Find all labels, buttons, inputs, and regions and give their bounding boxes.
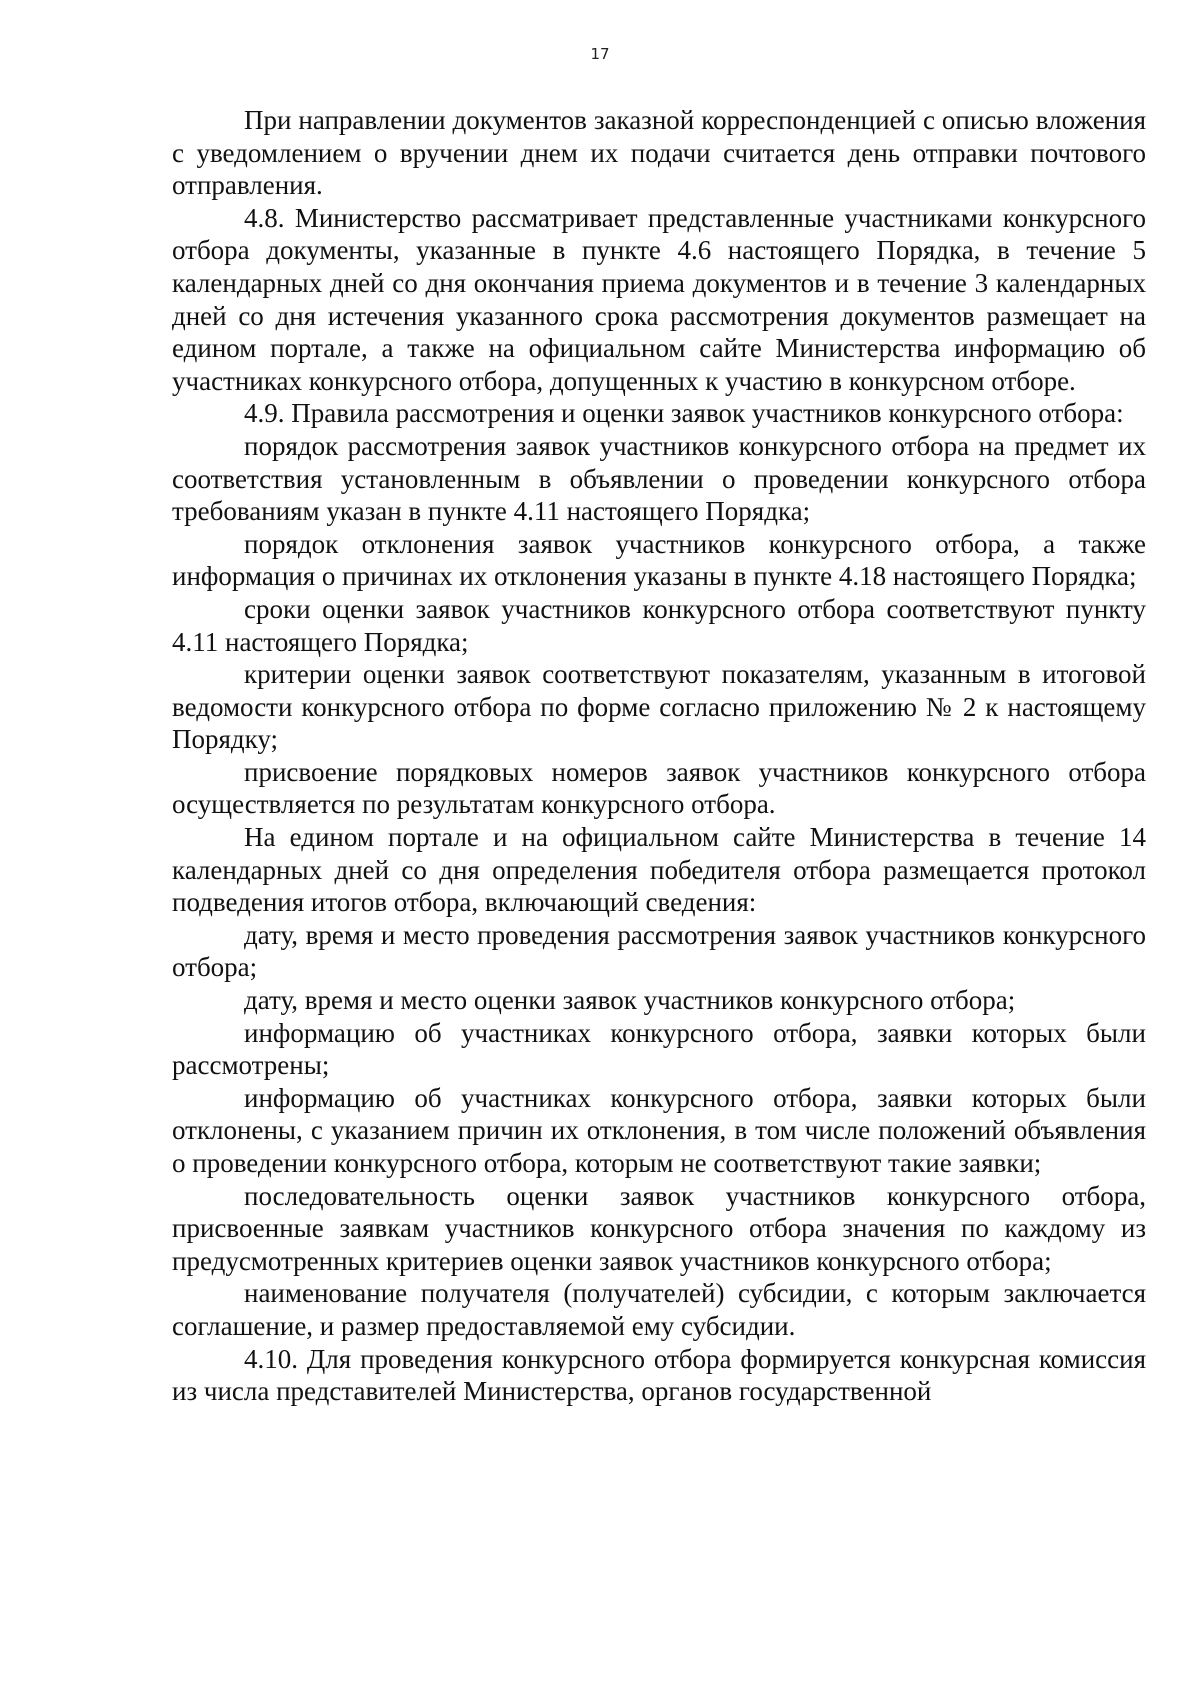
- paragraph-review-datetime: дату, время и место проведения рассмотрения заявок участников конкурсного отбора;: [172, 919, 1146, 983]
- paragraph-reviewed-participants: информацию об участниках конкурсного отбора, заявки которых были рассмотрены;: [172, 1017, 1146, 1081]
- page-number: 17: [590, 45, 610, 63]
- paragraph-rejection-procedure: порядок отклонения заявок участников конкурсного отбора, а также информация о причинах их отклонения указаны в пункте 4.18 настоящего Порядка;: [172, 528, 1146, 592]
- paragraph-protocol: На едином портале и на официальном сайте Министерства в течение 14 календарных дней со дня определения победителя отбора размещается протокол подведения итогов отбора, включающий сведения:: [172, 822, 1146, 918]
- paragraph-evaluation-criteria: критерии оценки заявок соответствуют показателям, указанным в итоговой ведомости конкурсного отбора по форме согласно приложению № 2 к настоящему Порядку;: [172, 659, 1146, 755]
- paragraph-evaluation-terms: сроки оценки заявок участников конкурсного отбора соответствуют пункту 4.11 настоящего Порядка;: [172, 593, 1146, 657]
- paragraph-numbering: присвоение порядковых номеров заявок участников конкурсного отбора осуществляется по результатам конкурсного отбора.: [172, 756, 1146, 820]
- paragraph-evaluation-datetime: дату, время и место оценки заявок участников конкурсного отбора;: [244, 985, 1016, 1016]
- paragraph-4-9: 4.9. Правила рассмотрения и оценки заявок участников конкурсного отбора:: [244, 398, 1124, 429]
- paragraph-4-10: 4.10. Для проведения конкурсного отбора формируется конкурсная комиссия из числа представителей Министерства, органов государственной: [172, 1343, 1146, 1407]
- paragraph-evaluation-sequence: последовательность оценки заявок участников конкурсного отбора, присвоенные заявкам участников конкурсного отбора значения по каждому из предусмотренных критериев оценки заявок участников конкурсного отбора;: [172, 1180, 1146, 1276]
- paragraph-review-procedure: порядок рассмотрения заявок участников конкурсного отбора на предмет их соответствия установленным в объявлении о проведении конкурсного отбора требованиям указан в пункте 4.11 настоящего Порядка;: [172, 430, 1146, 527]
- paragraph-rejected-participants: информацию об участниках конкурсного отбора, заявки которых были отклонены, с указанием причин их отклонения, в том числе положений объявления о проведении конкурсного отбора, которым не соответствуют такие заявки;: [172, 1082, 1146, 1178]
- paragraph-registered-mail: При направлении документов заказной корреспонденцией с описью вложения с уведомлением о вручении днем их подачи считается день отправки почтового отправления.: [172, 105, 1146, 201]
- paragraph-4-8: 4.8. Министерство рассматривает представленные участниками конкурсного отбора документы, указанные в пункте 4.6 настоящего Порядка, в течение 5 календарных дней со дня окончания приема документов и в течение 3 календарных дней со дня истечения указанного срока рассмотрения документов размещает на едином портале, а также на официальном сайте Министерства информацию об участниках конкурсного отбора, допущенных к участию в конкурсном отборе.: [172, 202, 1146, 396]
- document-body: [172, 104, 1146, 1408]
- paragraph-recipient: наименование получателя (получателей) субсидии, с которым заключается соглашение, и размер предоставляемой ему субсидии.: [172, 1278, 1146, 1341]
